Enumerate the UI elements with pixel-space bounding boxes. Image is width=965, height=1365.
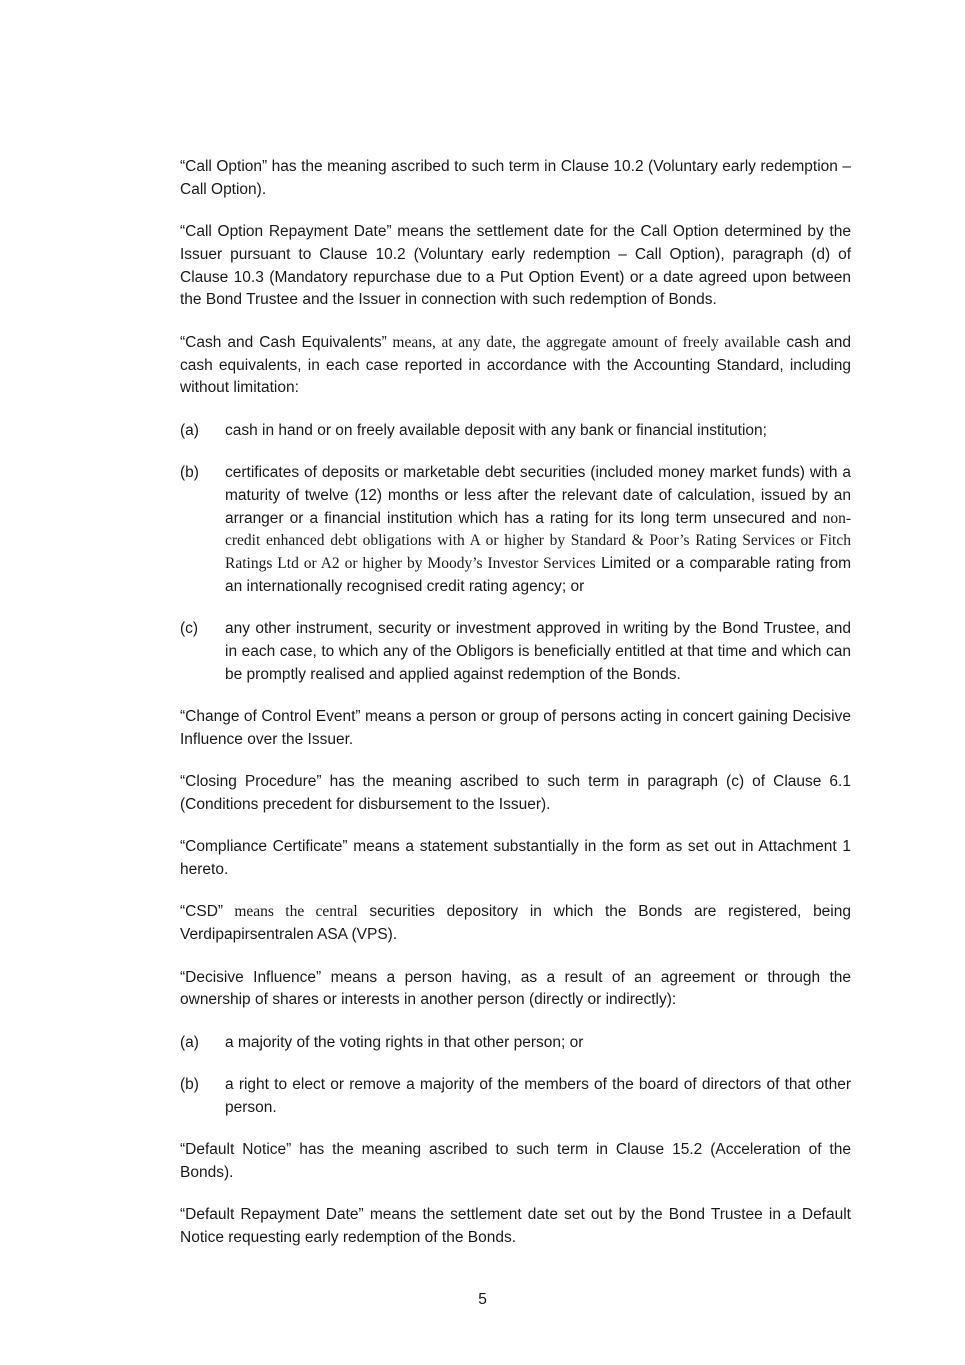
term: “Call Option” bbox=[180, 158, 268, 175]
definition-default-notice bbox=[180, 1139, 851, 1185]
definition-text: means the settlement date for the Call Option determined by the Issuer pursuant to Clause 10.2 (Voluntary early redemption – Call Option), paragraph (d) of Clause 10.3 (Mandatory repurchase due to a Put Option Event) or a date agreed upon between the Bond Trustee and the Issuer in connection with such redemption of Bonds. bbox=[180, 223, 851, 309]
term: “Default Notice” bbox=[180, 1141, 292, 1158]
definition-text: has the meaning ascribed to such term in Clause 10.2 (Voluntary early redemption – Call Option). bbox=[180, 158, 852, 198]
item-text-serif: non-credit enhanced debt obligations with A or higher by Standard & Poor’s Rating Services or Fitch Ratings Ltd or A2 or higher by Moody’s Investor Services bbox=[225, 509, 851, 573]
item-label: (b) bbox=[180, 463, 199, 481]
definition-call-option-repayment-date bbox=[180, 221, 851, 312]
item-label: (a) bbox=[180, 421, 199, 439]
definition-text: has the meaning ascribed to such term in Clause 15.2 (Acceleration of the Bonds). bbox=[180, 1141, 851, 1181]
definition-cash-and-cash-equivalents bbox=[180, 332, 851, 400]
definition-text-serif: means the central bbox=[223, 903, 358, 921]
item-text-wrapper bbox=[225, 462, 851, 599]
definition-csd bbox=[180, 901, 851, 947]
item-text: certificates of deposits or marketable debt securities (included money market funds) with a maturity of twelve (12) months or less after the relevant date of calculation, issued by an arranger or a financial institution which has a rating for its long term unsecured and bbox=[225, 463, 851, 527]
page-number: 5 bbox=[478, 1291, 487, 1308]
item-text: any other instrument, security or investment approved in writing by the Bond Trustee, and in each case, to which any of the Obligors is beneficially entitled at that time and which can be promptly realised and applied against redemption of the Bonds. bbox=[225, 620, 851, 683]
definition-default-repayment-date bbox=[180, 1204, 851, 1250]
item-text: a majority of the voting rights in that other person; or bbox=[225, 1033, 584, 1051]
item-text-end: Limited or a comparable rating from an internationally recognised credit rating agency; or bbox=[225, 555, 852, 595]
definition-text: means a person having, as a result of an agreement or through the ownership of shares or interests in another person (directly or indirectly): bbox=[180, 968, 852, 1009]
definition-text: securities depository in which the Bonds are registered, being Verdipapirsentralen ASA (VPS). bbox=[180, 903, 851, 944]
definition-decisive-influence bbox=[180, 967, 851, 1013]
definition-text-serif: means, at any date, the aggregate amount of freely available bbox=[386, 333, 781, 351]
definition-call-option bbox=[180, 156, 851, 202]
definition-text: means the settlement date set out by the Bond Trustee in a Default Notice requesting early redemption of the Bonds. bbox=[180, 1206, 851, 1246]
term: “Call Option Repayment Date” bbox=[180, 223, 392, 241]
definition-text: cash and cash equivalents, in each case reported in accordance with the Accounting Standard, including without limitation: bbox=[180, 333, 851, 397]
definitions-body bbox=[180, 156, 851, 1269]
definition-text: means a person or group of persons acting in concert gaining Decisive Influence over the Issuer. bbox=[180, 708, 851, 748]
list-item bbox=[180, 618, 851, 686]
definition-text: means a statement substantially in the form as set out in Attachment 1 hereto. bbox=[180, 838, 851, 879]
item-label: (a) bbox=[180, 1033, 199, 1051]
term: “Closing Procedure” bbox=[180, 773, 322, 791]
item-text: a right to elect or remove a majority of the members of the board of directors of that other person. bbox=[225, 1075, 851, 1116]
list-item bbox=[180, 1074, 851, 1120]
definition-closing-procedure bbox=[180, 771, 851, 817]
definition-text: has the meaning ascribed to such term in paragraph (c) of Clause 6.1 (Conditions precedent for disbursement to the Issuer). bbox=[180, 773, 851, 814]
term: “Change of Control Event” bbox=[180, 708, 361, 726]
list-item bbox=[180, 420, 851, 443]
term: “CSD” bbox=[180, 903, 224, 921]
term: “Cash and Cash Equivalents” bbox=[180, 333, 387, 351]
term: “Default Repayment Date” bbox=[180, 1206, 364, 1224]
term: “Compliance Certificate” bbox=[180, 838, 348, 856]
definition-compliance-certificate bbox=[180, 836, 851, 882]
term: “Decisive Influence” bbox=[180, 968, 322, 986]
item-label: (c) bbox=[180, 620, 199, 638]
item-label: (b) bbox=[180, 1075, 199, 1093]
definition-change-of-control-event bbox=[180, 706, 851, 752]
item-text: cash in hand or on freely available deposit with any bank or financial institution; bbox=[225, 421, 767, 439]
list-item bbox=[180, 462, 851, 599]
list-item bbox=[180, 1032, 851, 1055]
